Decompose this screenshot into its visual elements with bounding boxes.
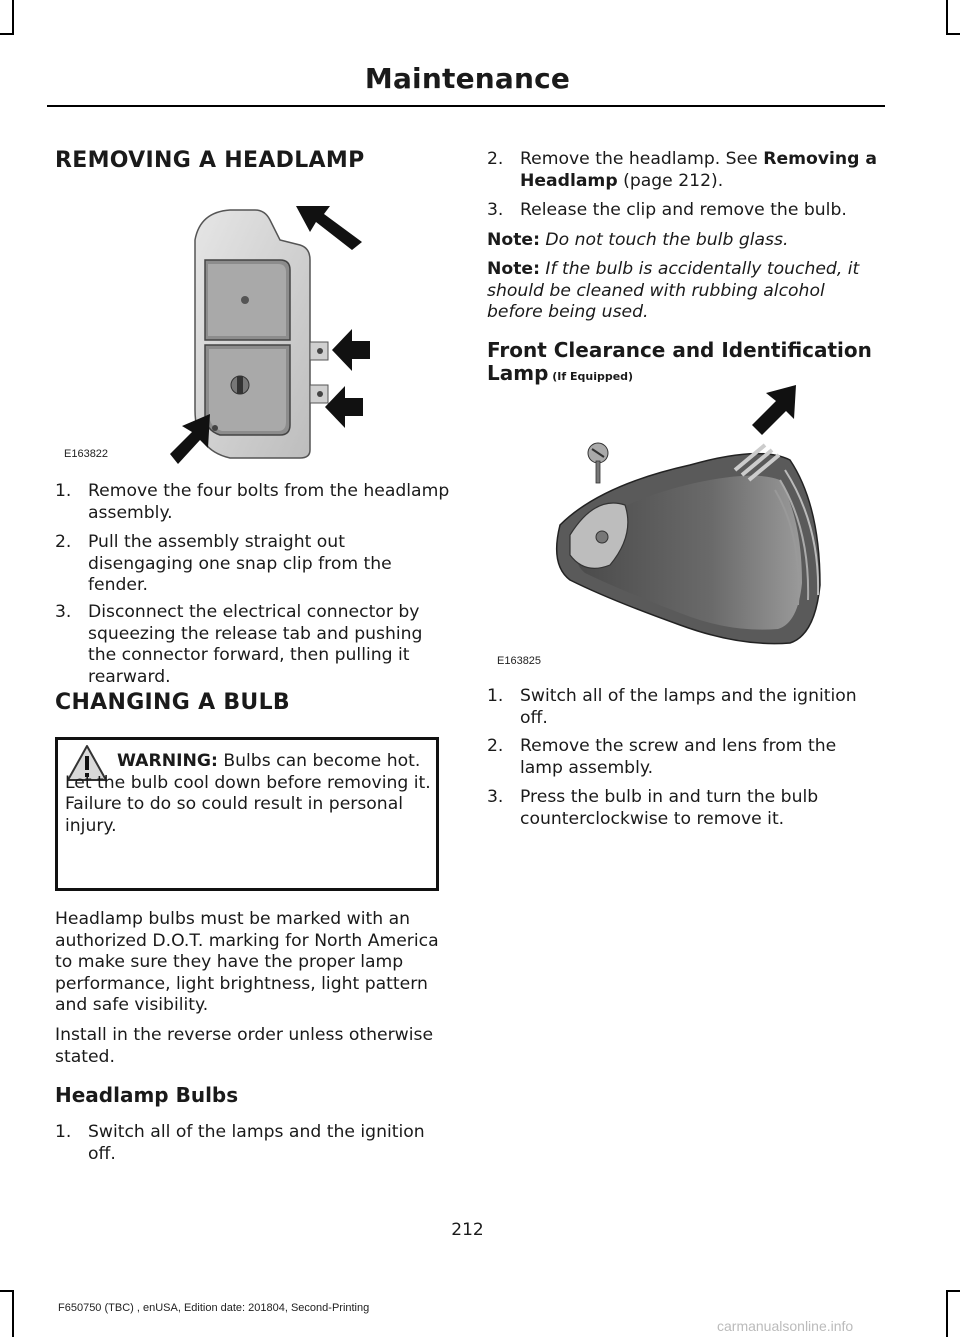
list-item: [55, 602, 450, 688]
paragraph: Install in the reverse order unless otherwise stated.: [55, 1025, 434, 1067]
list-number: 2.: [55, 532, 72, 552]
list-number: 2.: [487, 149, 504, 169]
arrow-icon: [750, 383, 800, 438]
warning-box: [55, 737, 439, 891]
crop-mark: [946, 1290, 960, 1292]
list-text: Switch all of the lamps and the ignition off.: [88, 1122, 425, 1164]
list-text: Remove the screw and lens from the lamp assembly.: [520, 736, 837, 778]
list-text: [487, 149, 882, 192]
list-number: 1.: [55, 481, 72, 501]
crop-mark: [946, 0, 948, 34]
list-text: Pull the assembly straight out disengaging one snap clip from the fender.: [88, 532, 392, 595]
list-number: 2.: [487, 736, 504, 756]
figure-label: E163825: [497, 655, 542, 667]
warning-text: [65, 751, 433, 837]
changing-bulb-heading: CHANGING A BULB: [55, 690, 290, 715]
list-number: 1.: [487, 686, 504, 706]
crop-mark: [946, 1290, 948, 1337]
list-item: [487, 736, 882, 779]
header-rule: [47, 105, 885, 107]
list-item: [487, 200, 882, 222]
watermark: carmanualsonline.info: [717, 1318, 854, 1334]
list-number: 3.: [487, 787, 504, 807]
list-text: Switch all of the lamps and the ignition off.: [520, 686, 857, 728]
note-text: Do not touch the bulb glass.: [539, 230, 789, 250]
list-text: Press the bulb in and turn the bulb counterclockwise to remove it.: [520, 787, 819, 829]
arrow-icon: [168, 412, 218, 467]
note-text: If the bulb is accidentally touched, it should be cleaned with rubbing alcohol before being used.: [487, 259, 860, 322]
crop-mark: [946, 33, 960, 35]
list-text: Remove the four bolts from the headlamp assembly.: [88, 481, 450, 523]
removing-headlamp-heading: REMOVING A HEADLAMP: [55, 148, 365, 173]
note: [487, 230, 882, 252]
heading-qualifier: (If Equipped): [548, 370, 634, 383]
crop-mark: [12, 0, 14, 34]
warning-label: WARNING:: [117, 751, 218, 771]
note: [487, 259, 882, 324]
list-text: Release the clip and remove the bulb.: [520, 200, 847, 220]
heading-line: Front Clearance and Identification: [487, 338, 872, 362]
figure-label: E163822: [64, 448, 109, 460]
heading-word: Lamp: [487, 361, 549, 385]
crop-mark: [12, 1290, 14, 1337]
list-number: 1.: [55, 1122, 72, 1142]
cross-reference-link[interactable]: Removing a Headlamp: [520, 149, 878, 191]
front-clearance-heading: [487, 339, 887, 388]
arrow-icon: [296, 202, 366, 252]
list-item: [55, 532, 450, 597]
list-text: Disconnect the electrical connector by squeezing the release tab and pushing the connector forward, then pulling it rearward.: [88, 602, 423, 687]
arrow-icon: [325, 382, 365, 432]
note-label: Note:: [487, 230, 540, 250]
list-item: [55, 1122, 450, 1165]
list-item: [487, 149, 882, 192]
list-number: 3.: [55, 602, 72, 622]
list-item: [487, 686, 882, 729]
headlamp-bulbs-heading: Headlamp Bulbs: [55, 1083, 239, 1107]
step-text: Remove the headlamp. See: [520, 149, 764, 169]
list-item: [55, 481, 450, 524]
page-number: 212: [451, 1220, 484, 1240]
crop-mark: [0, 33, 14, 35]
paragraph: Headlamp bulbs must be marked with an authorized D.O.T. marking for North America to make sure they have the proper lamp performance, light brightness, light pattern and safe visibility.: [55, 909, 439, 1015]
warning-body: Bulbs can become hot. Let the bulb cool down before removing it. Failure to do so could result in personal injury.: [65, 751, 431, 836]
list-item: [487, 787, 882, 830]
note-label: Note:: [487, 259, 540, 279]
section-title: Maintenance: [364, 62, 571, 95]
edition-footer: F650750 (TBC) , enUSA, Edition date: 201804, Second-Printing: [58, 1302, 370, 1314]
crop-mark: [0, 1290, 14, 1292]
page-reference: (page 212).: [617, 170, 724, 191]
arrow-icon: [332, 325, 372, 375]
list-number: 3.: [487, 200, 504, 220]
